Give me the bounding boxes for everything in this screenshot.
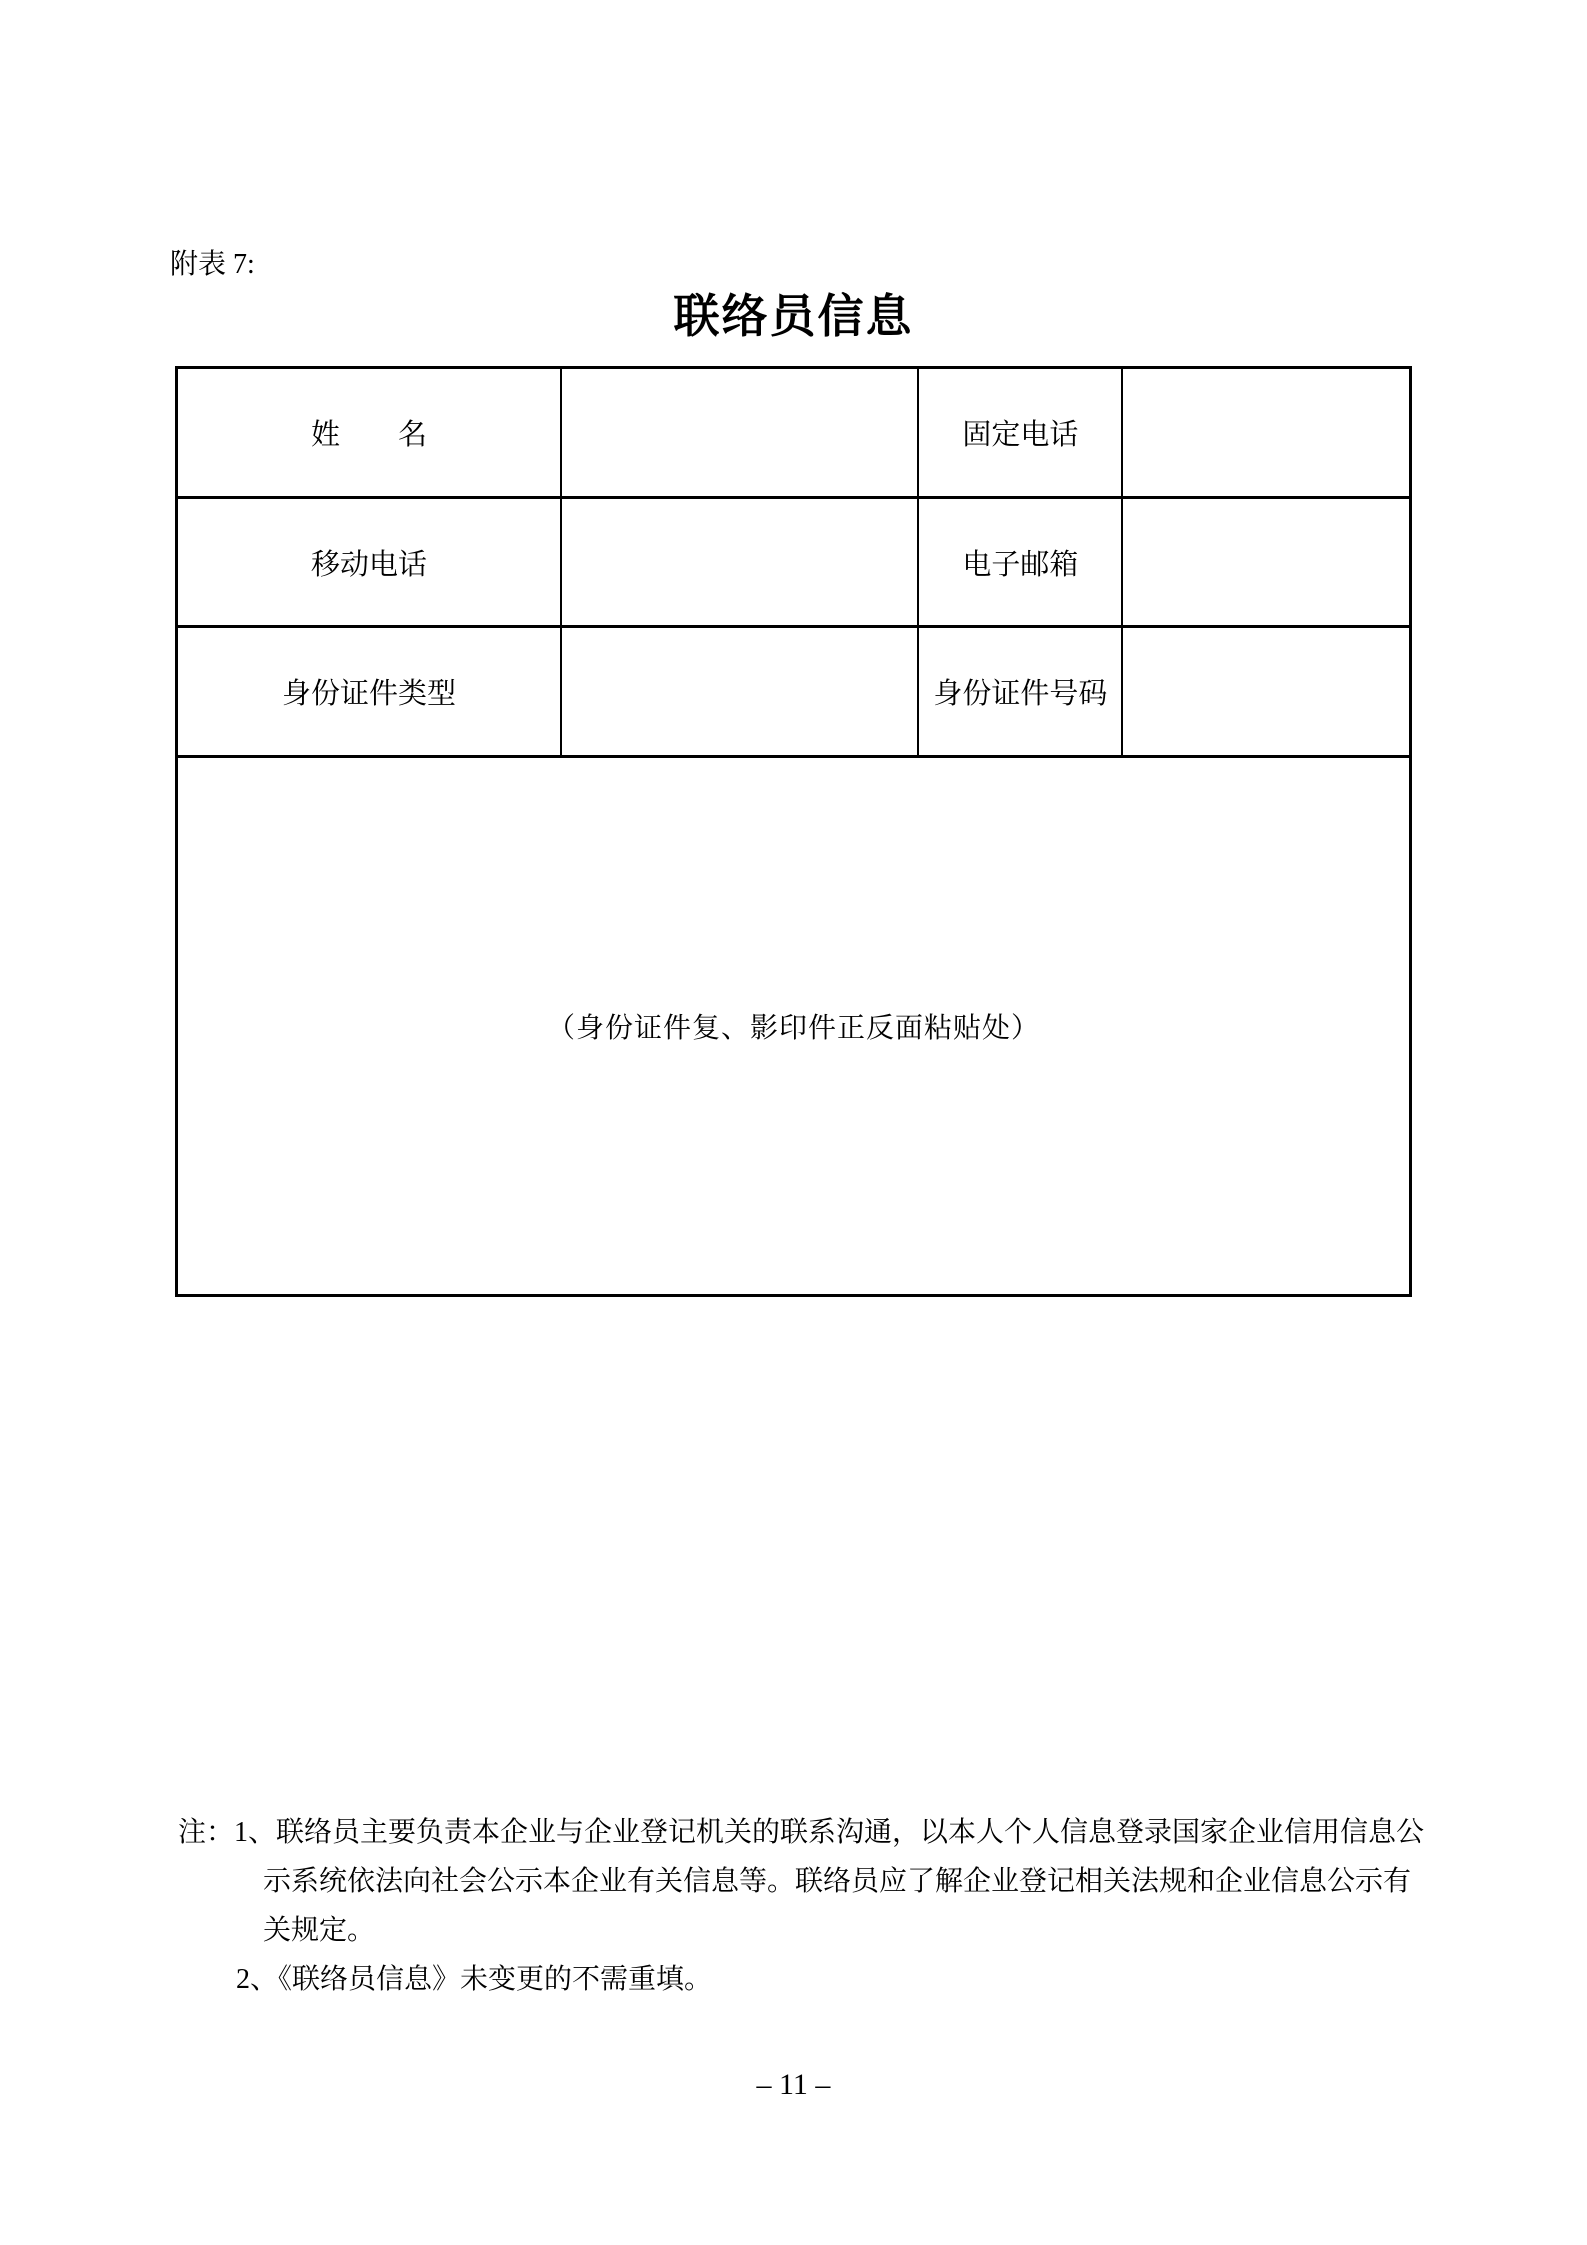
- footnotes: [178, 1808, 1425, 2004]
- footnote-line: 2、《联络员信息》未变更的不需重填。: [236, 1964, 713, 1995]
- name-value-cell: [562, 369, 919, 499]
- footnote-line: 示系统依法向社会公示本企业有关信息等。联络员应了解企业登记相关法规和企业信息公示有: [263, 1866, 1412, 1897]
- email-value-cell: [1123, 499, 1409, 628]
- attachment-table-label: 附表 7:: [170, 249, 255, 280]
- footnote-line: 注：1、联络员主要负责本企业与企业登记机关的联系沟通，以本人个人信息登录国家企业信用信息公: [178, 1817, 1425, 1848]
- page-number: – 11 –: [756, 2068, 831, 2101]
- id-number-label-cell: 身份证件号码: [919, 628, 1123, 758]
- page-title: 联络员信息: [673, 291, 914, 342]
- fixed-phone-value-cell: [1123, 369, 1409, 499]
- footnote-line: 关规定。: [263, 1915, 376, 1946]
- id-number-value-cell: [1123, 628, 1409, 758]
- id-copy-paste-area: （身份证件复、影印件正反面粘贴处）: [546, 1013, 1040, 1045]
- email-label-cell: 电子邮箱: [919, 499, 1123, 628]
- id-type-label-cell: 身份证件类型: [178, 628, 562, 758]
- mobile-phone-label-cell: 移动电话: [178, 499, 562, 628]
- id-type-value-cell: [562, 628, 919, 758]
- mobile-phone-value-cell: [562, 499, 919, 628]
- name-label-cell: 姓 名: [178, 369, 562, 499]
- liaison-info-table: [175, 366, 1412, 1297]
- fixed-phone-label-cell: 固定电话: [919, 369, 1123, 499]
